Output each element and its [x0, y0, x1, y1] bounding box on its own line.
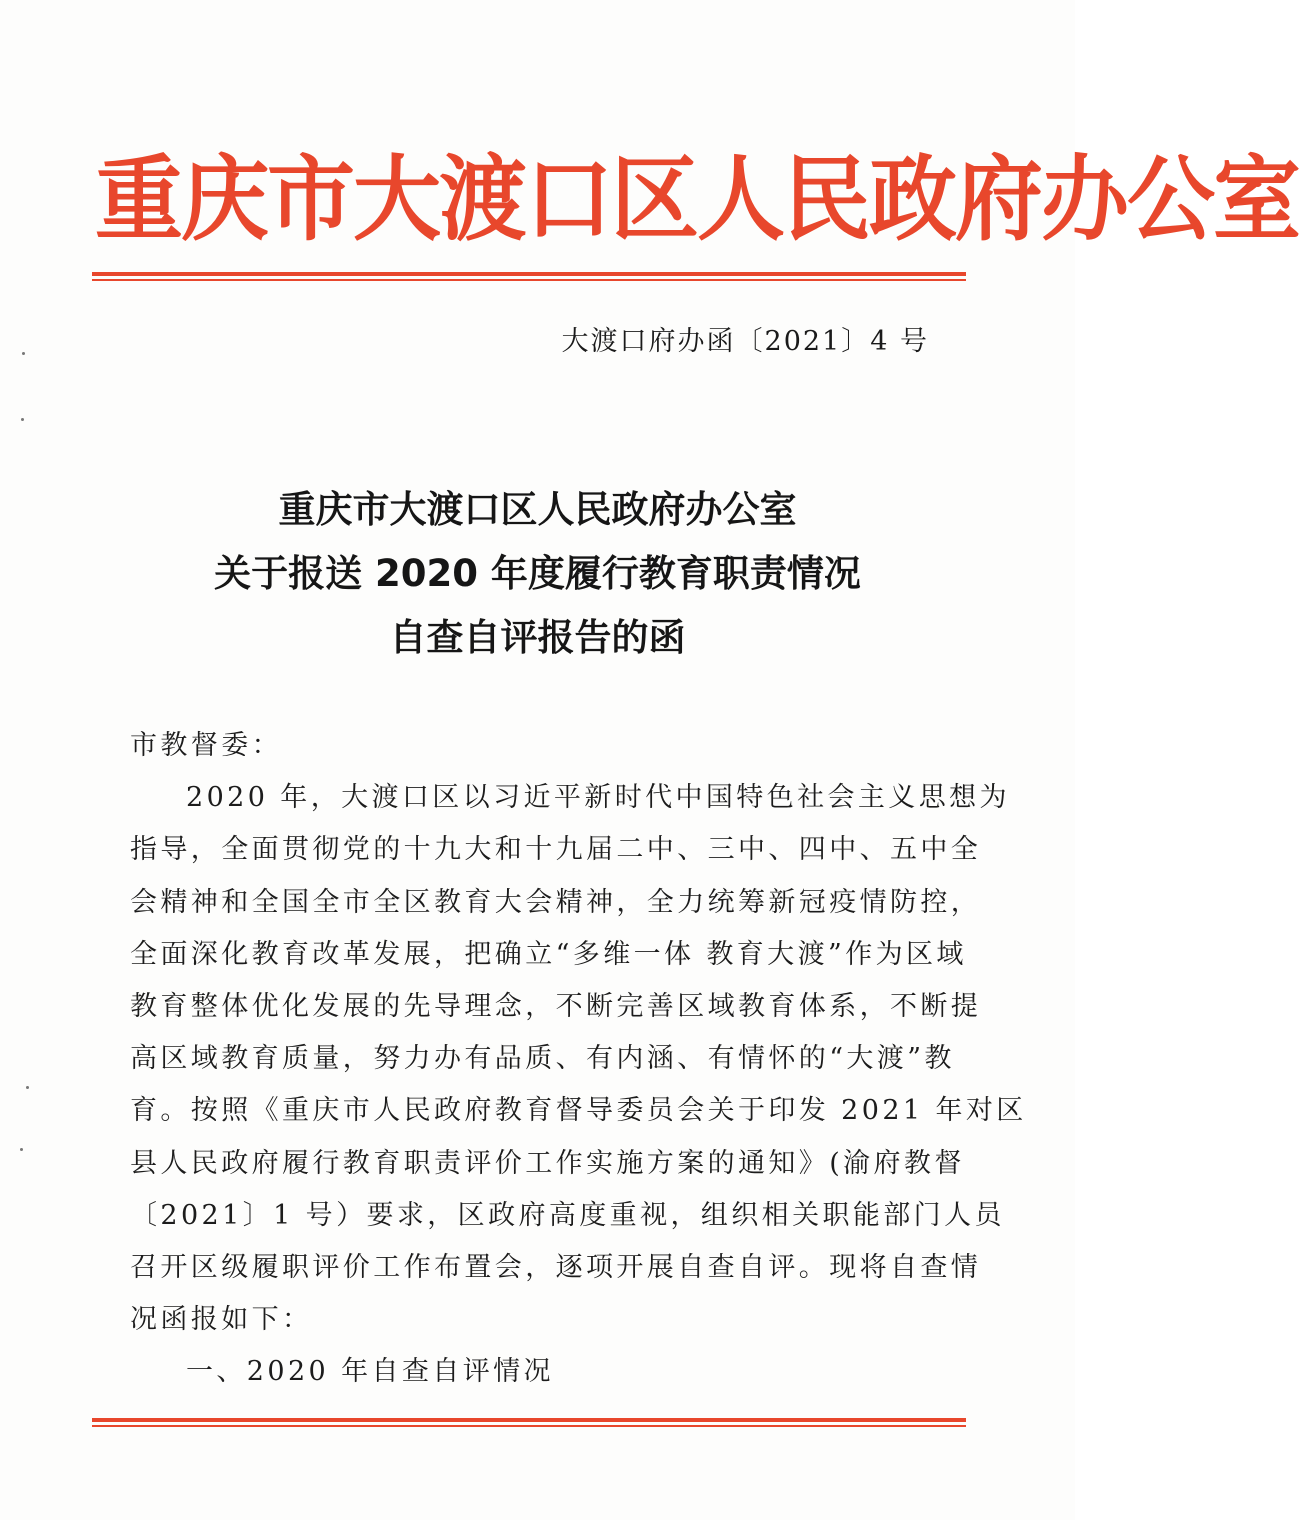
document-number: 大渡口府办函〔2021〕4 号: [561, 326, 929, 357]
letter-body: [130, 720, 1027, 1398]
paragraph-line: 教育整体优化发展的先导理念，不断完善区域教育体系，不断提: [130, 990, 982, 1022]
paragraph-line: 况函报如下：: [130, 1304, 313, 1336]
masthead-divider: [92, 272, 966, 281]
paragraph-line: 高区域教育质量，努力办有品质、有内涵、有情怀的“大渡”教: [130, 1043, 955, 1075]
scan-speck: [20, 1148, 23, 1151]
masthead-title: 重庆市大渡口区人民政府办公室: [95, 145, 1299, 254]
scan-speck: [22, 352, 25, 355]
paragraph-line: 县人民政府履行教育职责评价工作实施方案的通知》(渝府教督: [130, 1147, 965, 1179]
document-title: [80, 478, 995, 670]
paragraph-line: 召开区级履职评价工作布置会，逐项开展自查自评。现将自查情: [130, 1251, 982, 1283]
paragraph-line: 指导，全面贯彻党的十九大和十九届二中、三中、四中、五中全: [130, 834, 982, 866]
paragraph-line: 育。按照《重庆市人民政府教育督导委员会关于印发 2021 年对区: [130, 1095, 1027, 1127]
divider-thick-line: [92, 272, 966, 276]
paragraph-line: 2020 年，大渡口区以习近平新时代中国特色社会主义思想为: [186, 782, 1010, 814]
scan-speck: [26, 1086, 29, 1089]
title-line-3: 自查自评报告的函: [389, 616, 686, 659]
title-line-2: 关于报送 2020 年度履行教育职责情况: [214, 552, 861, 595]
scan-speck: [21, 418, 24, 421]
divider-thick-line: [92, 1418, 966, 1422]
title-line-1: 重庆市大渡口区人民政府办公室: [278, 488, 797, 531]
paragraph-line: 会精神和全国全市全区教育大会精神，全力统筹新冠疫情防控，: [130, 886, 982, 918]
divider-thin-line: [92, 279, 966, 281]
salutation: 市教督委：: [130, 730, 282, 761]
paragraph-line: 〔2021〕1 号）要求，区政府高度重视，组织相关职能部门人员: [130, 1199, 1005, 1231]
paragraph-line: 全面深化教育改革发展，把确立“多维一体 教育大渡”作为区域: [130, 938, 967, 970]
section-heading: 一、2020 年自查自评情况: [186, 1356, 554, 1388]
divider-thin-line: [92, 1425, 966, 1427]
body-paragraph: [130, 772, 1027, 1346]
footer-divider: [92, 1418, 966, 1427]
